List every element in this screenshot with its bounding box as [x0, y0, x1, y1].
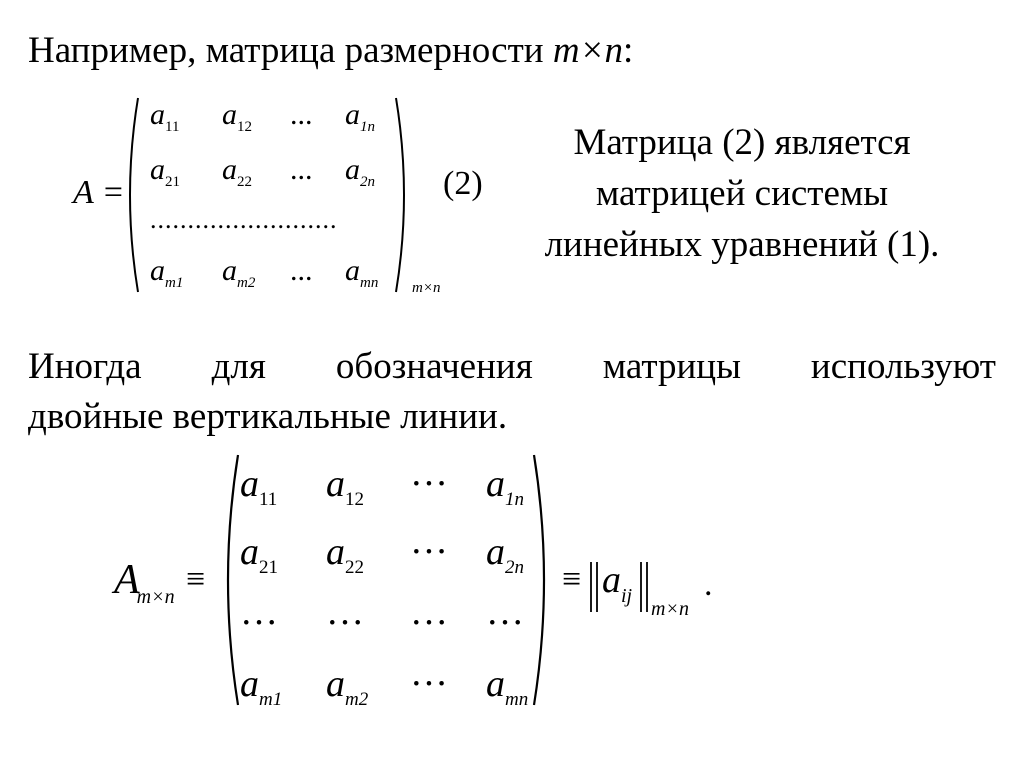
cell-base: a	[486, 531, 505, 573]
cell-base: a	[150, 153, 165, 186]
cell-base: ···	[410, 463, 448, 505]
matrix-cell	[410, 530, 448, 574]
matrix-cell	[486, 462, 524, 510]
cell-subscript: 22	[345, 557, 364, 578]
intro-colon: :	[623, 30, 634, 71]
norm-base: a	[602, 559, 621, 601]
cell-base: …	[410, 591, 448, 633]
cell-base: …	[240, 591, 278, 633]
matrix-cell	[222, 153, 252, 190]
matrix1-subscript: m×n	[412, 280, 441, 296]
matrix1-right-paren	[392, 95, 416, 295]
matrix-cell	[290, 153, 313, 187]
note-line-2: матрицей системы	[595, 173, 889, 214]
intro-dim: m×n	[552, 30, 624, 71]
cell-subscript: 12	[345, 489, 364, 510]
matrix1-lhs: A =	[73, 174, 125, 211]
matrix-cell	[410, 590, 448, 634]
matrix-cell	[240, 590, 278, 634]
matrix-cell	[486, 590, 524, 634]
matrix-cell	[486, 662, 529, 710]
cell-base: ···	[410, 531, 448, 573]
cell-base: a	[345, 98, 360, 131]
cell-subscript: 2n	[505, 557, 524, 578]
matrix-cell	[410, 462, 448, 506]
note-block	[512, 117, 972, 270]
cell-base: a	[326, 663, 345, 705]
cell-base: a	[222, 153, 237, 186]
cell-base: a	[222, 254, 237, 287]
cell-base: a	[240, 531, 259, 573]
cell-base: ···	[410, 663, 448, 705]
matrix2-right-paren	[530, 452, 558, 708]
cell-subscript: 2n	[360, 174, 375, 190]
cell-base: a	[222, 98, 237, 131]
para-word: для	[211, 346, 266, 387]
norm-sub: m×n	[651, 598, 689, 620]
matrix-cell	[240, 662, 283, 710]
matrix-cell	[240, 530, 278, 578]
cell-base: a	[240, 463, 259, 505]
matrix-cell	[345, 153, 375, 190]
cell-subscript: m1	[165, 275, 184, 291]
matrix-cell	[326, 530, 364, 578]
cell-base: a	[486, 663, 505, 705]
cell-base: a	[326, 531, 345, 573]
matrix2-equiv-right: ≡	[562, 561, 582, 598]
cell-base: a	[240, 663, 259, 705]
matrix-cell	[326, 462, 364, 510]
matrix-cell	[345, 254, 379, 291]
matrix-cell	[326, 590, 364, 634]
matrix2-lhs-base: A	[114, 557, 140, 603]
matrix1-label: (2)	[443, 165, 483, 202]
matrix-cell	[240, 462, 278, 510]
cell-subscript: 12	[237, 119, 252, 135]
cell-base: a	[345, 254, 360, 287]
note-line-3: линейных уравнений (1).	[544, 224, 940, 265]
note-line-1: Матрица (2) является	[573, 122, 911, 163]
para-word: Иногда	[28, 346, 142, 387]
matrix-cell	[290, 254, 313, 288]
para-line-2: двойные вертикальные линии.	[28, 396, 508, 437]
matrix-cell	[222, 98, 252, 135]
matrix-cell	[486, 530, 524, 578]
para-word: матрицы	[602, 346, 741, 387]
cell-subscript: 21	[165, 174, 180, 190]
cell-subscript: mn	[360, 275, 379, 291]
matrix-cell	[150, 254, 184, 291]
cell-base: ...	[290, 98, 313, 131]
cell-base: a	[345, 153, 360, 186]
para-word: обозначения	[335, 346, 533, 387]
norm-bars-right	[638, 560, 652, 614]
matrix2-equiv-left: ≡	[186, 561, 206, 598]
cell-base: …	[486, 591, 524, 633]
cell-subscript: 11	[165, 119, 180, 135]
matrix2-lhs	[114, 556, 178, 608]
intro-line	[28, 32, 633, 69]
cell-base: ...	[290, 254, 313, 287]
cell-base: …	[326, 591, 364, 633]
cell-base: a	[326, 463, 345, 505]
cell-subscript: 1n	[360, 119, 375, 135]
matrix-cell	[222, 254, 256, 291]
matrix1-left-paren	[118, 95, 142, 295]
cell-subscript: 21	[259, 557, 278, 578]
cell-subscript: 1n	[505, 489, 524, 510]
para-word: используют	[810, 346, 996, 387]
matrix1-dots-row: .........................	[150, 205, 338, 234]
cell-subscript: m2	[345, 689, 369, 710]
norm-inner-sub: ij	[621, 585, 633, 607]
cell-base: ...	[290, 153, 313, 186]
matrix2-left-paren	[214, 452, 242, 708]
para-line-1	[28, 348, 996, 385]
cell-subscript: m1	[259, 689, 283, 710]
matrix-cell	[150, 153, 180, 190]
cell-subscript: 22	[237, 174, 252, 190]
matrix2-period: .	[704, 566, 713, 603]
matrix-cell	[410, 662, 448, 706]
cell-base: a	[486, 463, 505, 505]
matrix-cell	[290, 98, 313, 132]
matrix-cell	[345, 98, 375, 135]
matrix2-lhs-sub: m×n	[136, 586, 175, 608]
norm-element	[602, 558, 633, 607]
cell-subscript: m2	[237, 275, 256, 291]
cell-base: a	[150, 98, 165, 131]
cell-subscript: 11	[259, 489, 278, 510]
cell-base: a	[150, 254, 165, 287]
matrix-cell	[326, 662, 369, 710]
cell-subscript: mn	[505, 689, 529, 710]
norm-bars-left	[588, 560, 602, 614]
matrix-cell	[150, 98, 180, 135]
intro-text: Например, матрица размерности	[28, 30, 553, 71]
